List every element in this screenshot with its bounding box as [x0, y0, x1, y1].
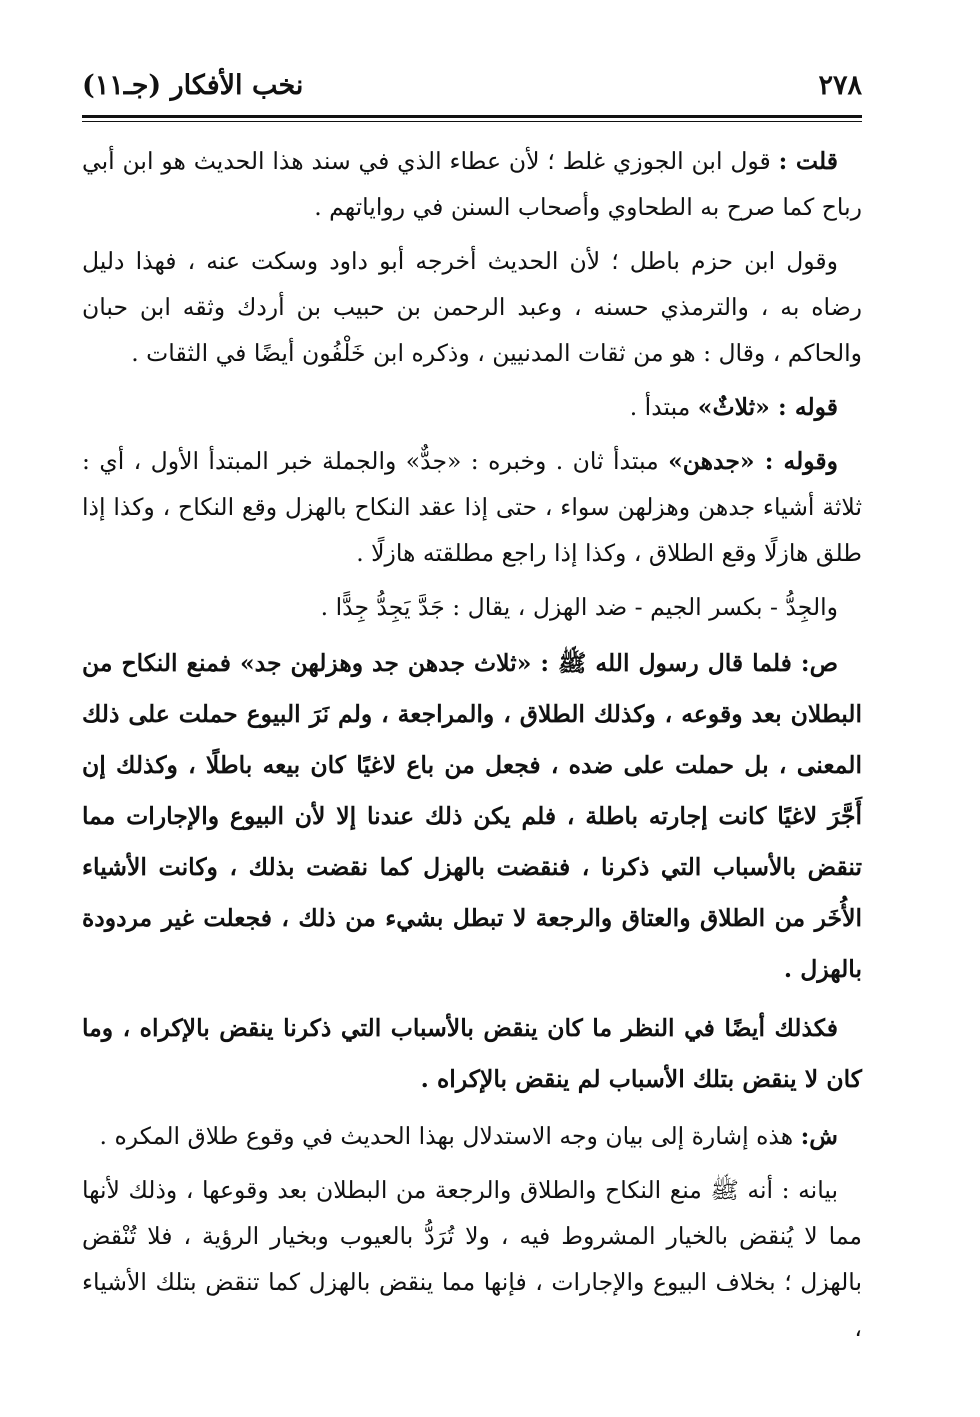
paragraph-ibn-hazm	[82, 238, 862, 376]
paragraph-text: والجِدُّ - بكسر الجيم - ضد الهزل ، يقال : جَدَّ يَجِدُّ جِدًّا .	[320, 593, 838, 621]
paragraph-text: وقول ابن حزم باطل ؛ لأن الحديث أخرجه أبو داود وسكت عنه ، فهذا دليل رضاه به ، والترمذي حسنه ، وعبد الرحمن بن حبيب بن أردك وثقه ابن حبان والحاكم ، وقال : هو من ثقات المدنيين ، وذكره ابن خَلْفُون أيضًا في الثقات .	[82, 247, 862, 367]
paragraph-text: مبتدأ ثان . وخبره : «جدٌّ» والجملة خبر المبتدأ الأول ، أي : ثلاثة أشياء جدهن وهزلهن سواء ، حتى إذا عقد النكاح بالهزل وقع النكاح ، وكذا إذا طلق هازلًا وقع الطلاق ، وكذا إذا راجع مطلقته هازلًا .	[82, 447, 862, 567]
paragraph-lead: قوله : «ثلاثٌ»	[697, 393, 838, 421]
paragraph-jidd-definition	[82, 584, 862, 630]
paragraph-lead: قلت :	[778, 147, 838, 175]
paragraph-text: فلما قال رسول الله ﷺ : «ثلاث جدهن جد وهزلهن جد» فمنع النكاح من البطلان بعد وقوعه ، وكذلك الطلاق ، والمراجعة ، ولم نَرَ البيوع حملت على ذلك المعنى ، بل حملت على ضده ، فجعل من باع لاغيًا كان بيعه باطلًا ، وكذلك إن أَجَّرَ لاغيًا كانت إجارته باطلة ، فلم يكن ذلك عندنا إلا لأن البيوع والإجارات مما تنقض بالأسباب التي ذكرنا ، فنقضت بالهزل كما نقضت بذلك ، وكانت الأشياء الأُخَر من الطلاق والعتاق والرجعة لا تبطل بشيء من ذلك ، فجعلت غير مردودة بالهزل .	[82, 649, 862, 983]
paragraph-text: مبتدأ .	[629, 393, 698, 421]
page-number: ٢٧٨	[818, 70, 862, 101]
paragraph-jiddahunna	[82, 438, 862, 576]
paragraph-text: قول ابن الجوزي غلط ؛ لأن عطاء الذي في سند هذا الحديث هو ابن أبي رباح كما صرح به الطحاوي وأصحاب السنن في رواياتهم .	[82, 147, 862, 221]
paragraph-shin-sharh	[82, 1113, 862, 1159]
paragraph-lead: ش:	[800, 1122, 838, 1150]
paragraph-bayanuhu	[82, 1167, 862, 1351]
paragraph-matn-continued	[82, 1003, 862, 1105]
paragraph-lead: ص:	[800, 649, 838, 677]
paragraph-thalath	[82, 384, 862, 430]
paragraph-text: فكذلك أيضًا في النظر ما كان ينقض بالأسباب التي ذكرنا ينقض بالإكراه ، وما كان لا ينقض بتلك الأسباب لم ينقض بالإكراه .	[82, 1014, 862, 1093]
header-rule-thick	[82, 115, 862, 118]
paragraph-qultu	[82, 138, 862, 230]
paragraph-sad-matn	[82, 638, 862, 995]
paragraph-lead: وقوله : «جدهن»	[668, 447, 839, 475]
paragraph-text: هذه إشارة إلى بيان وجه الاستدلال بهذا الحديث في وقوع طلاق المكره .	[99, 1122, 801, 1150]
book-title: نخب الأفكار (جـ١١)	[82, 70, 304, 101]
paragraph-text: بيانه : أنه ﷺ منع النكاح والطلاق والرجعة من البطلان بعد وقوعها ، وذلك لأنها مما لا يُنقض بالخيار المشروط فيه ، ولا تُرَدُّ بالعيوب وبخيار الرؤية ، فلا تُنْقض بالهزل ؛ بخلاف البيوع والإجارات ، فإنها مما ينقض بالهزل كما تنقض بتلك الأشياء ،	[82, 1176, 862, 1342]
header-rule-thin	[82, 121, 862, 122]
page-body	[82, 138, 862, 1359]
running-header	[82, 70, 862, 101]
